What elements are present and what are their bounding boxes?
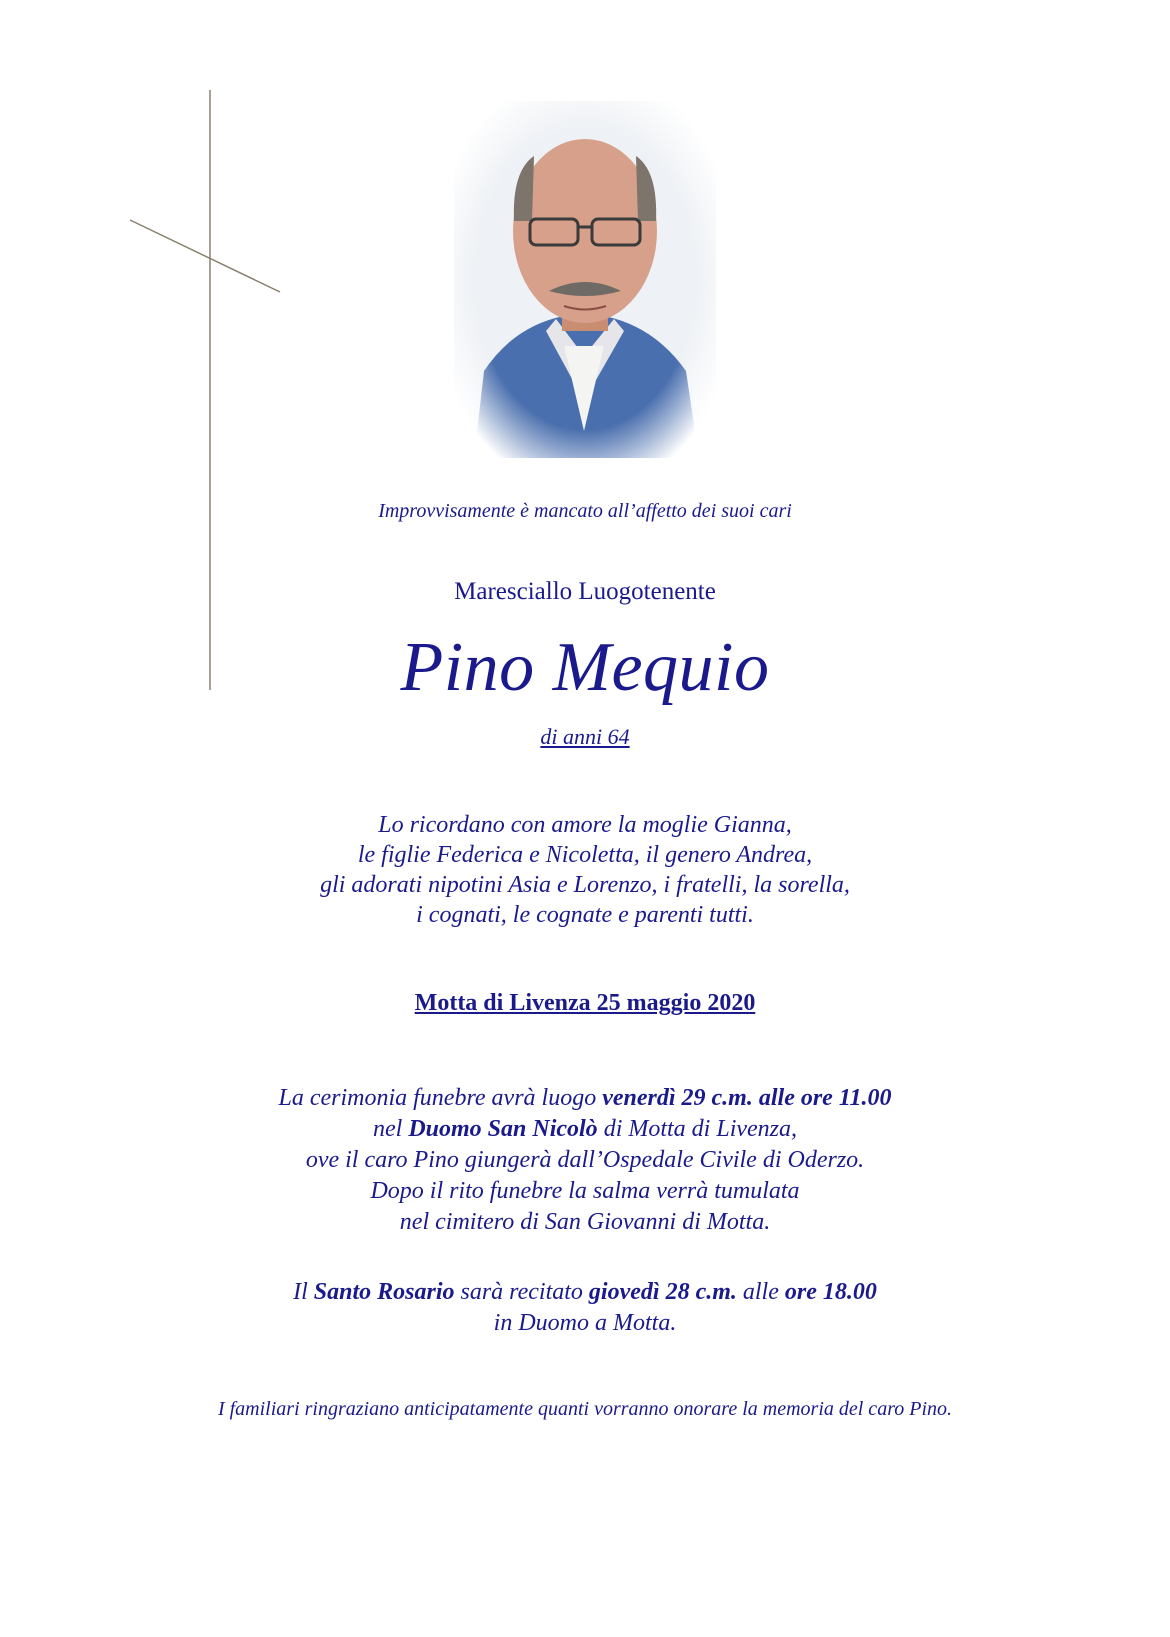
rosary-date: giovedì 28 c.m. xyxy=(588,1279,737,1305)
mourners-line: gli adorati nipotini Asia e Lorenzo, i fratelli, la sorella, xyxy=(320,872,850,898)
rosary-title: Santo Rosario xyxy=(313,1279,455,1305)
ceremony-line xyxy=(0,1083,1170,1114)
ceremony-line: nel cimitero di San Giovanni di Motta. xyxy=(399,1209,771,1235)
intro-text: Improvvisamente è mancato all’affetto dei suoi cari xyxy=(378,500,792,522)
deceased-name: Pino Mequio xyxy=(400,629,770,706)
mourners-paragraph xyxy=(0,810,1170,930)
mourners-line: Lo ricordano con amore la moglie Gianna, xyxy=(378,812,792,838)
rosary-text: sarà recitato xyxy=(454,1279,589,1305)
age-text: di anni 64 xyxy=(540,724,630,749)
ceremony-date-time: venerdì 29 c.m. alle ore 11.00 xyxy=(602,1085,892,1111)
ceremony-line: Dopo il rito funebre la salma verrà tumulata xyxy=(370,1178,800,1204)
ceremony-text: di Motta di Livenza, xyxy=(597,1116,798,1142)
ceremony-line xyxy=(0,1114,1170,1145)
ceremony-text: La cerimonia funebre avrà luogo xyxy=(278,1085,603,1111)
rosary-time: ore 18.00 xyxy=(784,1279,877,1305)
ceremony-line: ove il caro Pino giungerà dall’Ospedale Civile di Oderzo. xyxy=(305,1147,865,1173)
rosary-text: Il xyxy=(293,1279,314,1305)
thanks-text: I familiari ringraziano anticipatamente quanti vorranno onorare la memoria del caro Pino. xyxy=(217,1398,953,1420)
rosary-text: alle xyxy=(736,1279,785,1305)
mourners-line: i cognati, le cognate e parenti tutti. xyxy=(416,902,754,928)
portrait-photo xyxy=(454,101,716,458)
rank-title: Maresciallo Luogotenente xyxy=(454,578,716,605)
rosary-paragraph xyxy=(0,1277,1170,1339)
mourners-line: le figlie Federica e Nicoletta, il genero Andrea, xyxy=(357,842,813,868)
rosary-line: in Duomo a Motta. xyxy=(493,1310,677,1336)
ceremony-text: nel xyxy=(372,1116,409,1142)
ceremony-paragraph xyxy=(0,1083,1170,1238)
rosary-line xyxy=(0,1277,1170,1308)
ceremony-church: Duomo San Nicolò xyxy=(408,1116,598,1142)
place-date: Motta di Livenza 25 maggio 2020 xyxy=(414,990,756,1016)
